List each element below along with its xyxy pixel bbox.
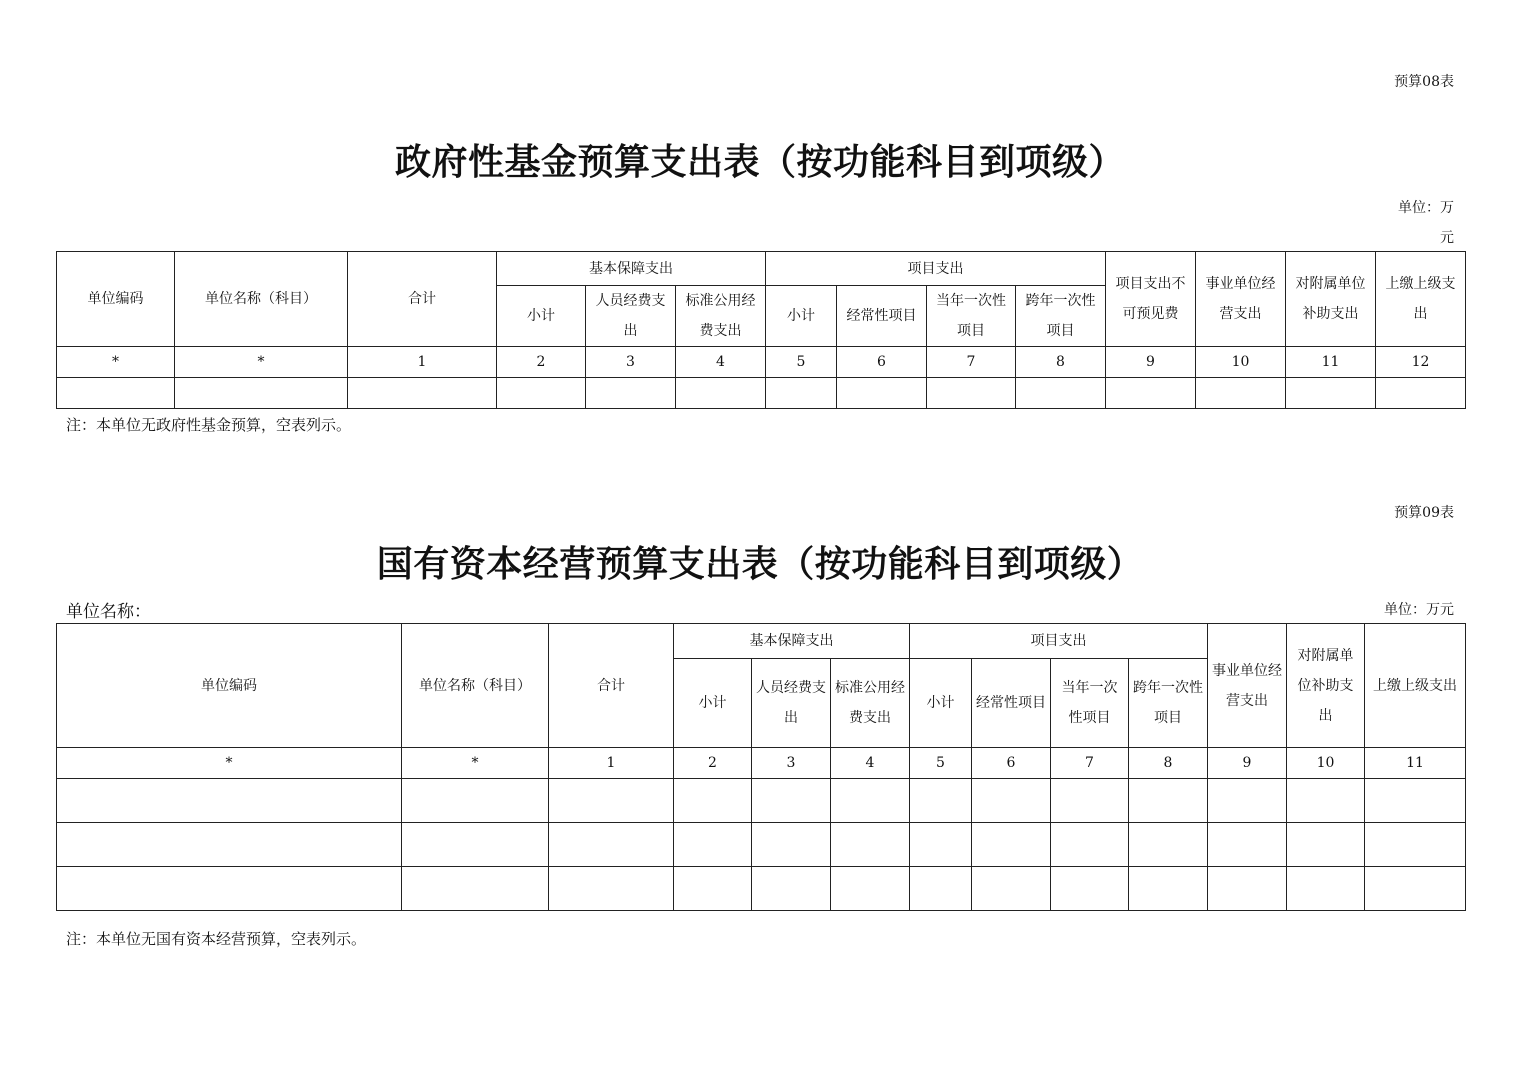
table08-index-cell: 5 (766, 347, 837, 378)
table09-empty-cell (1287, 779, 1365, 823)
table08-empty-cell (766, 378, 837, 409)
table09-empty-cell (57, 867, 402, 911)
table09-index-cell: 9 (1208, 748, 1287, 779)
table09-index-cell: 7 (1051, 748, 1129, 779)
table09-header-regular: 经常性项目 (972, 659, 1051, 748)
table09-header-basic: 基本保障支出 (674, 624, 910, 659)
table08-index-cell: 4 (676, 347, 766, 378)
table09-empty-cell (752, 779, 831, 823)
table08-header-one-time: 当年一次性项目 (927, 286, 1016, 347)
table09-index-row (57, 748, 1466, 779)
table08-index-cell: 10 (1196, 347, 1286, 378)
table08-header-row-1 (57, 252, 1466, 286)
table08-header-subsidy: 对附属单位补助支出 (1286, 252, 1376, 347)
table09-unit-name-label: 单位名称： (66, 602, 151, 622)
table08-empty-cell (1016, 378, 1106, 409)
table08-header-basic: 基本保障支出 (497, 252, 766, 286)
table09-empty-cell (831, 823, 910, 867)
table08-header-code: 单位编码 (57, 252, 175, 347)
table08-unit-line2: 元 (1440, 230, 1454, 246)
table09-empty-row (57, 867, 1466, 911)
table09-header-remit: 上缴上级支出 (1365, 624, 1466, 748)
table09-empty-cell (1365, 779, 1466, 823)
table09-header-subsidy: 对附属单位补助支出 (1287, 624, 1365, 748)
table09-empty-cell (57, 823, 402, 867)
table09-index-cell: 8 (1129, 748, 1208, 779)
table09-header-name: 单位名称（科目） (402, 624, 549, 748)
table08-index-cell: 9 (1106, 347, 1196, 378)
table09-empty-cell (1051, 867, 1129, 911)
table08-index-cell: 12 (1376, 347, 1466, 378)
table08-grid (56, 251, 1466, 409)
table09-index-cell: 1 (549, 748, 674, 779)
table09-empty-cell (831, 779, 910, 823)
table08-index-cell: 3 (586, 347, 676, 378)
table09-index-cell: * (57, 748, 402, 779)
table08-index-cell: 8 (1016, 347, 1106, 378)
table08-header-project-sub: 小计 (766, 286, 837, 347)
table09-index-cell: * (402, 748, 549, 779)
table09-empty-cell (1208, 823, 1287, 867)
table09-unit: 单位：万元 (1384, 602, 1454, 618)
table09-empty-cell (752, 867, 831, 911)
table08-header-business: 事业单位经营支出 (1196, 252, 1286, 347)
table08-empty-cell (586, 378, 676, 409)
table08-header-project: 项目支出 (766, 252, 1106, 286)
table09-empty-cell (1287, 867, 1365, 911)
table09-grid (56, 623, 1466, 911)
table09-index-cell: 11 (1365, 748, 1466, 779)
table08-empty-cell (348, 378, 497, 409)
table08-index-cell: * (57, 347, 175, 378)
table09-header-public: 标准公用经费支出 (831, 659, 910, 748)
table09-index-cell: 2 (674, 748, 752, 779)
table09-empty-cell (1129, 823, 1208, 867)
table09-empty-cell (972, 867, 1051, 911)
table09-index-cell: 3 (752, 748, 831, 779)
table08-header-remit: 上缴上级支出 (1376, 252, 1466, 347)
table09-empty-cell (1208, 867, 1287, 911)
table09-empty-cell (910, 867, 972, 911)
table09-empty-row (57, 779, 1466, 823)
table09-index-cell: 10 (1287, 748, 1365, 779)
table08-header-public: 标准公用经费支出 (676, 286, 766, 347)
table09-index-cell: 4 (831, 748, 910, 779)
table08-empty-cell (927, 378, 1016, 409)
table08-empty-cell (676, 378, 766, 409)
table09-empty-cell (972, 823, 1051, 867)
table09-title: 国有资本经营预算支出表（按功能科目到项级） (376, 543, 1144, 585)
table08-unit (1398, 193, 1454, 253)
table09-empty-cell (1365, 823, 1466, 867)
table09-empty-cell (57, 779, 402, 823)
table09-empty-cell (402, 867, 549, 911)
table09-empty-cell (549, 779, 674, 823)
table09-empty-cell (674, 823, 752, 867)
table08-header-personnel: 人员经费支出 (586, 286, 676, 347)
table08-header-unforeseen: 项目支出不可预见费 (1106, 252, 1196, 347)
table09-header-personnel: 人员经费支出 (752, 659, 831, 748)
table08-empty-cell (837, 378, 927, 409)
table09-empty-cell (1365, 867, 1466, 911)
table09-empty-cell (910, 779, 972, 823)
table08-empty-cell (1106, 378, 1196, 409)
table09-empty-cell (402, 823, 549, 867)
table08-index-cell: * (175, 347, 348, 378)
table09-header-project-sub: 小计 (910, 659, 972, 748)
table09-index-cell: 5 (910, 748, 972, 779)
table08-empty-cell (57, 378, 175, 409)
table08-unit-line1: 单位：万 (1398, 200, 1454, 216)
table08-index-cell: 11 (1286, 347, 1376, 378)
table08-empty-cell (175, 378, 348, 409)
table09-empty-row (57, 823, 1466, 867)
table08-empty-cell (1376, 378, 1466, 409)
table09-tag: 预算09表 (1394, 505, 1454, 521)
table09-empty-cell (910, 823, 972, 867)
table09-empty-cell (1208, 779, 1287, 823)
table08-header-regular: 经常性项目 (837, 286, 927, 347)
table09-empty-cell (549, 867, 674, 911)
table08-title: 政府性基金预算支出表（按功能科目到项级） (394, 141, 1125, 183)
table08-index-cell: 2 (497, 347, 586, 378)
table08-index-cell: 1 (348, 347, 497, 378)
table09-empty-cell (1129, 779, 1208, 823)
table09-empty-cell (1129, 867, 1208, 911)
table09-header-code: 单位编码 (57, 624, 402, 748)
table08-empty-cell (497, 378, 586, 409)
table09-empty-cell (752, 823, 831, 867)
table09-header-project: 项目支出 (910, 624, 1208, 659)
table08-note: 注：本单位无政府性基金预算，空表列示。 (66, 416, 352, 434)
table09-header-one-time: 当年一次性项目 (1051, 659, 1129, 748)
table09-note: 注：本单位无国有资本经营预算，空表列示。 (66, 930, 367, 948)
table09-empty-cell (674, 779, 752, 823)
table09-header-basic-sub: 小计 (674, 659, 752, 748)
table08-index-row (57, 347, 1466, 378)
table09-empty-cell (972, 779, 1051, 823)
table08-tag: 预算08表 (1394, 74, 1454, 90)
table09-empty-cell (1051, 779, 1129, 823)
table09-empty-cell (674, 867, 752, 911)
table08-header-total: 合计 (348, 252, 497, 347)
table09-empty-cell (831, 867, 910, 911)
table09-header-row-1 (57, 624, 1466, 659)
table08-header-name: 单位名称（科目） (175, 252, 348, 347)
table08-header-cross-year: 跨年一次性项目 (1016, 286, 1106, 347)
table09-empty-cell (1051, 823, 1129, 867)
table09-index-cell: 6 (972, 748, 1051, 779)
table09-header-cross-year: 跨年一次性项目 (1129, 659, 1208, 748)
table09-header-total: 合计 (549, 624, 674, 748)
table08-index-cell: 7 (927, 347, 1016, 378)
table08-empty-cell (1196, 378, 1286, 409)
table08-header-basic-sub: 小计 (497, 286, 586, 347)
table09-empty-cell (1287, 823, 1365, 867)
table08-index-cell: 6 (837, 347, 927, 378)
table09-empty-cell (402, 779, 549, 823)
table08-empty-cell (1286, 378, 1376, 409)
table08-empty-row (57, 378, 1466, 409)
table09-empty-cell (549, 823, 674, 867)
table09-header-business: 事业单位经营支出 (1208, 624, 1287, 748)
